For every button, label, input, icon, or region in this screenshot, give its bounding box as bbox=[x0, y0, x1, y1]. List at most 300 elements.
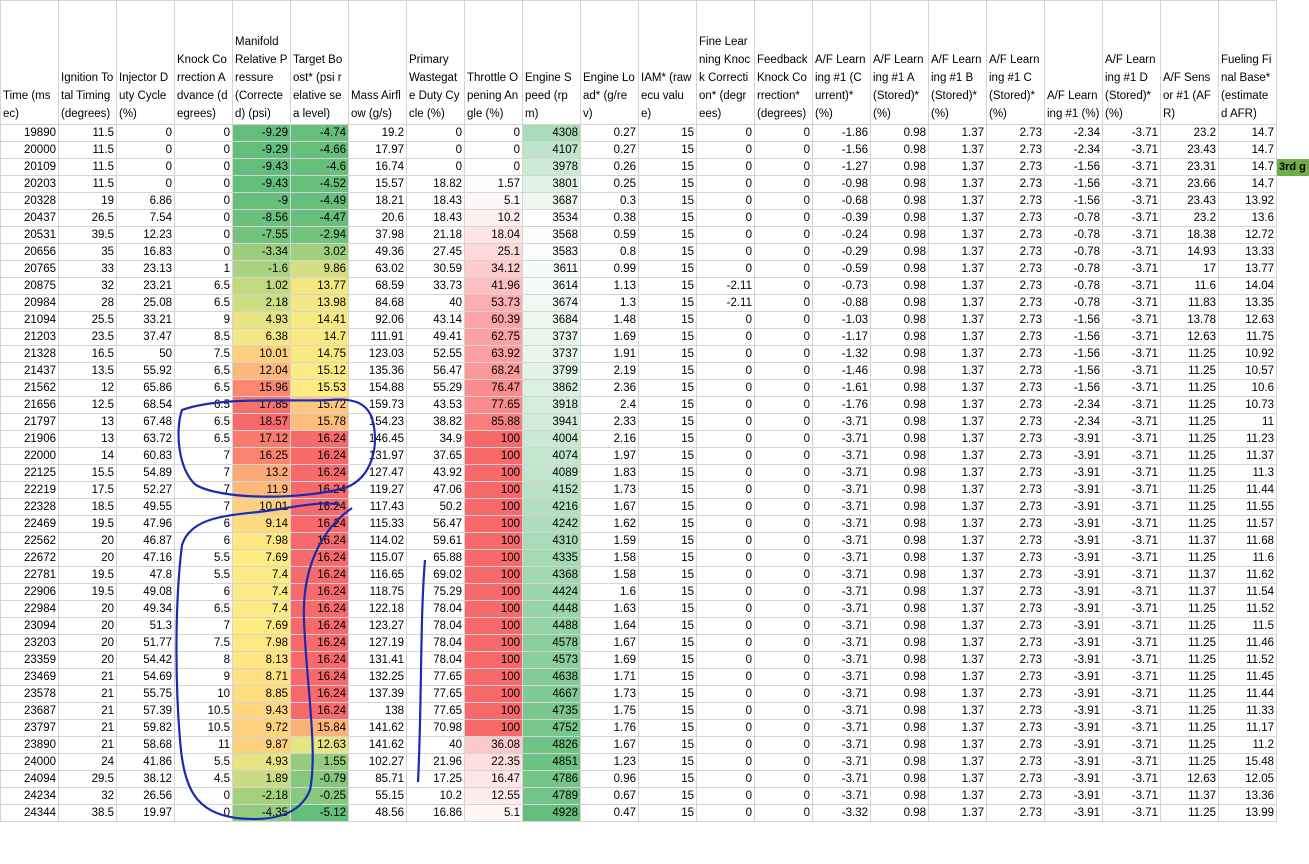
table-cell[interactable]: 0 bbox=[755, 635, 813, 652]
table-cell[interactable]: 13.77 bbox=[291, 278, 349, 295]
table-cell[interactable]: -3.91 bbox=[1045, 618, 1103, 635]
table-cell[interactable]: 4851 bbox=[523, 754, 581, 771]
table-cell[interactable]: 115.07 bbox=[349, 550, 407, 567]
table-cell[interactable]: 55.29 bbox=[407, 380, 465, 397]
table-cell[interactable]: 55.15 bbox=[349, 788, 407, 805]
table-cell[interactable]: 4786 bbox=[523, 771, 581, 788]
table-cell[interactable]: 15 bbox=[639, 329, 697, 346]
table-cell[interactable]: 4789 bbox=[523, 788, 581, 805]
table-cell[interactable]: -3.71 bbox=[1103, 499, 1161, 516]
table-cell[interactable]: -9 bbox=[233, 193, 291, 210]
table-cell[interactable]: 67.48 bbox=[117, 414, 175, 431]
table-cell[interactable]: 7.5 bbox=[175, 635, 233, 652]
table-cell[interactable]: -3.71 bbox=[813, 516, 871, 533]
table-cell[interactable]: -3.71 bbox=[1103, 788, 1161, 805]
table-cell[interactable]: 16.24 bbox=[291, 448, 349, 465]
table-cell[interactable]: 13.77 bbox=[1219, 261, 1277, 278]
table-cell[interactable]: 1.37 bbox=[929, 618, 987, 635]
table-cell[interactable]: 4.5 bbox=[175, 771, 233, 788]
table-cell[interactable]: 27.45 bbox=[407, 244, 465, 261]
table-cell[interactable]: 4448 bbox=[523, 601, 581, 618]
table-cell[interactable]: -1.56 bbox=[1045, 193, 1103, 210]
table-cell[interactable]: 15 bbox=[639, 635, 697, 652]
table-cell[interactable]: -3.71 bbox=[1103, 397, 1161, 414]
table-cell[interactable]: -3.91 bbox=[1045, 567, 1103, 584]
table-cell[interactable]: 15 bbox=[639, 261, 697, 278]
table-cell[interactable]: 11.52 bbox=[1219, 652, 1277, 669]
table-cell[interactable]: 0 bbox=[697, 380, 755, 397]
table-cell[interactable]: 11.9 bbox=[233, 482, 291, 499]
table-cell[interactable]: 10.5 bbox=[175, 720, 233, 737]
table-cell[interactable]: 0.98 bbox=[871, 771, 929, 788]
table-cell[interactable]: 1.37 bbox=[929, 567, 987, 584]
table-cell[interactable]: 11.5 bbox=[1219, 618, 1277, 635]
column-header[interactable]: Fueling Final Base* (estimated AFR) bbox=[1219, 1, 1277, 125]
table-cell[interactable]: 0 bbox=[697, 635, 755, 652]
table-cell[interactable]: 15.57 bbox=[349, 176, 407, 193]
table-cell[interactable]: 0 bbox=[755, 771, 813, 788]
table-cell[interactable]: 14.7 bbox=[1219, 142, 1277, 159]
table-cell[interactable]: -3.71 bbox=[813, 482, 871, 499]
table-cell[interactable]: 20203 bbox=[1, 176, 59, 193]
table-cell[interactable]: 1.37 bbox=[929, 720, 987, 737]
table-cell[interactable]: -3.91 bbox=[1045, 686, 1103, 703]
table-cell[interactable]: 15 bbox=[639, 618, 697, 635]
table-cell[interactable]: -0.78 bbox=[1045, 278, 1103, 295]
table-cell[interactable]: 16.24 bbox=[291, 431, 349, 448]
table-cell[interactable]: 11.23 bbox=[1219, 431, 1277, 448]
table-cell[interactable]: 3918 bbox=[523, 397, 581, 414]
table-cell[interactable]: 18.57 bbox=[233, 414, 291, 431]
table-cell[interactable]: 30.59 bbox=[407, 261, 465, 278]
table-cell[interactable]: 22328 bbox=[1, 499, 59, 516]
table-cell[interactable]: 0 bbox=[697, 142, 755, 159]
table-cell[interactable]: 46.87 bbox=[117, 533, 175, 550]
table-cell[interactable]: 28 bbox=[59, 295, 117, 312]
table-cell[interactable]: 0.8 bbox=[581, 244, 639, 261]
table-cell[interactable]: 1.37 bbox=[929, 635, 987, 652]
table-cell[interactable]: 17 bbox=[1161, 261, 1219, 278]
table-cell[interactable]: 131.41 bbox=[349, 652, 407, 669]
table-cell[interactable]: 18.43 bbox=[407, 193, 465, 210]
table-cell[interactable]: 0 bbox=[697, 788, 755, 805]
table-cell[interactable]: -0.78 bbox=[1045, 210, 1103, 227]
table-cell[interactable]: -1.27 bbox=[813, 159, 871, 176]
table-cell[interactable]: -3.91 bbox=[1045, 601, 1103, 618]
table-cell[interactable]: 9.72 bbox=[233, 720, 291, 737]
table-cell[interactable]: 7.4 bbox=[233, 567, 291, 584]
table-cell[interactable]: 40 bbox=[407, 737, 465, 754]
table-cell[interactable]: 11.5 bbox=[59, 176, 117, 193]
table-cell[interactable]: 13.33 bbox=[1219, 244, 1277, 261]
table-cell[interactable]: 2.73 bbox=[987, 125, 1045, 142]
table-cell[interactable]: -3.71 bbox=[1103, 720, 1161, 737]
column-header[interactable]: Feedback Knock Correction* (degrees) bbox=[755, 1, 813, 125]
table-cell[interactable]: 49.41 bbox=[407, 329, 465, 346]
table-cell[interactable]: 60.83 bbox=[117, 448, 175, 465]
table-cell[interactable]: -3.91 bbox=[1045, 550, 1103, 567]
table-cell[interactable]: 7.69 bbox=[233, 618, 291, 635]
table-cell[interactable]: -3.91 bbox=[1045, 652, 1103, 669]
table-cell[interactable]: 14.7 bbox=[1219, 176, 1277, 193]
table-cell[interactable]: 17.97 bbox=[349, 142, 407, 159]
table-cell[interactable]: 9.87 bbox=[233, 737, 291, 754]
table-cell[interactable]: 15 bbox=[639, 516, 697, 533]
table-cell[interactable]: 26.56 bbox=[117, 788, 175, 805]
table-cell[interactable]: 0.98 bbox=[871, 465, 929, 482]
table-cell[interactable]: 0.59 bbox=[581, 227, 639, 244]
table-cell[interactable]: -1.56 bbox=[1045, 380, 1103, 397]
table-cell[interactable]: 135.36 bbox=[349, 363, 407, 380]
table-cell[interactable]: 9.43 bbox=[233, 703, 291, 720]
table-cell[interactable]: 24234 bbox=[1, 788, 59, 805]
table-cell[interactable]: 131.97 bbox=[349, 448, 407, 465]
table-cell[interactable]: 15 bbox=[639, 720, 697, 737]
table-cell[interactable]: 13 bbox=[59, 414, 117, 431]
table-cell[interactable]: 13.36 bbox=[1219, 788, 1277, 805]
table-cell[interactable]: -8.56 bbox=[233, 210, 291, 227]
table-cell[interactable]: 22219 bbox=[1, 482, 59, 499]
table-cell[interactable]: 1.89 bbox=[233, 771, 291, 788]
table-cell[interactable]: 11.5 bbox=[59, 125, 117, 142]
table-cell[interactable]: 54.42 bbox=[117, 652, 175, 669]
table-cell[interactable]: 11.3 bbox=[1219, 465, 1277, 482]
table-cell[interactable]: 0 bbox=[755, 754, 813, 771]
table-cell[interactable]: 16.24 bbox=[291, 516, 349, 533]
table-cell[interactable]: 50 bbox=[117, 346, 175, 363]
table-cell[interactable]: 43.14 bbox=[407, 312, 465, 329]
table-cell[interactable]: 1.37 bbox=[929, 193, 987, 210]
table-cell[interactable]: 111.91 bbox=[349, 329, 407, 346]
table-cell[interactable]: 0 bbox=[697, 601, 755, 618]
table-cell[interactable]: 4578 bbox=[523, 635, 581, 652]
table-cell[interactable]: 20531 bbox=[1, 227, 59, 244]
table-cell[interactable]: 2.73 bbox=[987, 227, 1045, 244]
table-cell[interactable]: 123.03 bbox=[349, 346, 407, 363]
table-cell[interactable]: 9 bbox=[175, 312, 233, 329]
table-cell[interactable]: -9.43 bbox=[233, 159, 291, 176]
table-cell[interactable]: 12.5 bbox=[59, 397, 117, 414]
table-cell[interactable]: 6.5 bbox=[175, 397, 233, 414]
table-cell[interactable]: 13.78 bbox=[1161, 312, 1219, 329]
table-cell[interactable]: 0.98 bbox=[871, 414, 929, 431]
table-cell[interactable]: 16.24 bbox=[291, 550, 349, 567]
table-cell[interactable]: 118.75 bbox=[349, 584, 407, 601]
table-cell[interactable]: 1.37 bbox=[929, 482, 987, 499]
table-cell[interactable]: 20 bbox=[59, 618, 117, 635]
table-cell[interactable]: 58.68 bbox=[117, 737, 175, 754]
table-cell[interactable]: 2.16 bbox=[581, 431, 639, 448]
table-cell[interactable]: 15 bbox=[639, 533, 697, 550]
table-cell[interactable]: 15.53 bbox=[291, 380, 349, 397]
table-cell[interactable]: 0 bbox=[175, 176, 233, 193]
table-cell[interactable]: 2.73 bbox=[987, 550, 1045, 567]
table-cell[interactable]: 11.57 bbox=[1219, 516, 1277, 533]
table-cell[interactable]: -3.71 bbox=[1103, 703, 1161, 720]
table-cell[interactable]: 2.73 bbox=[987, 516, 1045, 533]
table-cell[interactable]: 2.73 bbox=[987, 686, 1045, 703]
table-cell[interactable]: 2.73 bbox=[987, 567, 1045, 584]
table-cell[interactable]: -3.34 bbox=[233, 244, 291, 261]
table-cell[interactable]: 11.52 bbox=[1219, 601, 1277, 618]
column-header[interactable]: A/F Learning #1 (Current)* (%) bbox=[813, 1, 871, 125]
table-cell[interactable]: 1.67 bbox=[581, 737, 639, 754]
table-cell[interactable]: 0.98 bbox=[871, 516, 929, 533]
table-cell[interactable]: 85.71 bbox=[349, 771, 407, 788]
table-cell[interactable]: 11.2 bbox=[1219, 737, 1277, 754]
table-cell[interactable]: 12 bbox=[59, 380, 117, 397]
column-header[interactable]: Engine Load* (g/rev) bbox=[581, 1, 639, 125]
table-cell[interactable]: -0.25 bbox=[291, 788, 349, 805]
table-cell[interactable]: 15 bbox=[639, 805, 697, 822]
table-cell[interactable]: 11.37 bbox=[1161, 533, 1219, 550]
table-cell[interactable]: 0 bbox=[697, 805, 755, 822]
table-cell[interactable]: -1.76 bbox=[813, 397, 871, 414]
table-cell[interactable]: 0.25 bbox=[581, 176, 639, 193]
table-cell[interactable]: 19890 bbox=[1, 125, 59, 142]
table-cell[interactable]: 11.17 bbox=[1219, 720, 1277, 737]
table-cell[interactable]: 11.25 bbox=[1161, 465, 1219, 482]
table-cell[interactable]: 11.44 bbox=[1219, 482, 1277, 499]
table-cell[interactable]: 6 bbox=[175, 584, 233, 601]
table-cell[interactable]: 26.5 bbox=[59, 210, 117, 227]
table-cell[interactable]: 20 bbox=[59, 601, 117, 618]
table-cell[interactable]: 2.73 bbox=[987, 533, 1045, 550]
table-cell[interactable]: 100 bbox=[465, 584, 523, 601]
table-cell[interactable]: 22469 bbox=[1, 516, 59, 533]
table-cell[interactable]: 1.37 bbox=[929, 771, 987, 788]
table-cell[interactable]: 6.5 bbox=[175, 295, 233, 312]
table-cell[interactable]: 2.73 bbox=[987, 176, 1045, 193]
table-cell[interactable]: -2.11 bbox=[697, 278, 755, 295]
table-cell[interactable]: 1.37 bbox=[929, 397, 987, 414]
table-cell[interactable]: 0.98 bbox=[871, 618, 929, 635]
table-cell[interactable]: 77.65 bbox=[407, 686, 465, 703]
table-cell[interactable]: 1.37 bbox=[929, 516, 987, 533]
table-cell[interactable]: 23.2 bbox=[1161, 210, 1219, 227]
table-cell[interactable]: 18.38 bbox=[1161, 227, 1219, 244]
table-cell[interactable]: 6.5 bbox=[175, 363, 233, 380]
table-cell[interactable]: 4216 bbox=[523, 499, 581, 516]
table-cell[interactable]: 21203 bbox=[1, 329, 59, 346]
table-cell[interactable]: 5.1 bbox=[465, 193, 523, 210]
table-cell[interactable]: 7 bbox=[175, 482, 233, 499]
table-cell[interactable]: 13.5 bbox=[59, 363, 117, 380]
table-cell[interactable]: 1.91 bbox=[581, 346, 639, 363]
table-cell[interactable]: 1.37 bbox=[929, 601, 987, 618]
table-cell[interactable]: 41.96 bbox=[465, 278, 523, 295]
table-cell[interactable]: -3.71 bbox=[1103, 278, 1161, 295]
table-cell[interactable]: 47.16 bbox=[117, 550, 175, 567]
table-cell[interactable]: -0.78 bbox=[1045, 261, 1103, 278]
table-cell[interactable]: 20 bbox=[59, 533, 117, 550]
table-cell[interactable]: 1.37 bbox=[929, 788, 987, 805]
table-cell[interactable]: 0.27 bbox=[581, 125, 639, 142]
table-cell[interactable]: -2.94 bbox=[291, 227, 349, 244]
table-cell[interactable]: -3.71 bbox=[1103, 159, 1161, 176]
table-cell[interactable]: 10.01 bbox=[233, 346, 291, 363]
table-cell[interactable]: 16.24 bbox=[291, 635, 349, 652]
table-cell[interactable]: 11.37 bbox=[1161, 788, 1219, 805]
table-cell[interactable]: 0.98 bbox=[871, 142, 929, 159]
table-cell[interactable]: 0 bbox=[175, 788, 233, 805]
table-cell[interactable]: 15 bbox=[639, 771, 697, 788]
table-cell[interactable]: -1.56 bbox=[813, 142, 871, 159]
table-cell[interactable]: 5.5 bbox=[175, 550, 233, 567]
table-cell[interactable]: 11.25 bbox=[1161, 737, 1219, 754]
table-cell[interactable]: 47.96 bbox=[117, 516, 175, 533]
table-cell[interactable]: 21656 bbox=[1, 397, 59, 414]
table-cell[interactable]: 2.73 bbox=[987, 193, 1045, 210]
table-cell[interactable]: 4638 bbox=[523, 669, 581, 686]
table-cell[interactable]: -3.71 bbox=[1103, 261, 1161, 278]
table-cell[interactable]: 15 bbox=[639, 601, 697, 618]
table-cell[interactable]: 15 bbox=[639, 431, 697, 448]
table-cell[interactable]: 15 bbox=[639, 227, 697, 244]
table-cell[interactable]: 2.73 bbox=[987, 159, 1045, 176]
table-cell[interactable]: 0 bbox=[755, 567, 813, 584]
table-cell[interactable]: 3568 bbox=[523, 227, 581, 244]
table-cell[interactable]: 1 bbox=[175, 261, 233, 278]
table-cell[interactable]: 0 bbox=[755, 176, 813, 193]
table-cell[interactable]: 15 bbox=[639, 788, 697, 805]
table-cell[interactable]: -1.56 bbox=[1045, 312, 1103, 329]
table-cell[interactable]: 16.24 bbox=[291, 465, 349, 482]
table-cell[interactable]: 1.37 bbox=[929, 584, 987, 601]
table-cell[interactable]: -3.71 bbox=[1103, 227, 1161, 244]
table-cell[interactable]: 15.72 bbox=[291, 397, 349, 414]
table-cell[interactable]: -3.91 bbox=[1045, 533, 1103, 550]
table-cell[interactable]: 0.98 bbox=[871, 329, 929, 346]
table-cell[interactable]: 18.43 bbox=[407, 210, 465, 227]
table-cell[interactable]: 23578 bbox=[1, 686, 59, 703]
table-cell[interactable]: 7 bbox=[175, 448, 233, 465]
table-cell[interactable]: 15 bbox=[639, 669, 697, 686]
table-cell[interactable]: 13.98 bbox=[291, 295, 349, 312]
table-cell[interactable]: 36.08 bbox=[465, 737, 523, 754]
table-cell[interactable]: 0.98 bbox=[871, 652, 929, 669]
side-tag-cell[interactable]: 3rd g bbox=[1277, 159, 1309, 176]
table-cell[interactable]: 0.98 bbox=[871, 686, 929, 703]
table-cell[interactable]: -3.32 bbox=[813, 805, 871, 822]
table-cell[interactable]: 2.73 bbox=[987, 329, 1045, 346]
table-cell[interactable]: 2.73 bbox=[987, 261, 1045, 278]
table-cell[interactable]: 11.44 bbox=[1219, 686, 1277, 703]
table-cell[interactable]: -3.71 bbox=[813, 618, 871, 635]
column-header[interactable]: A/F Learning #1 A (Stored)* (%) bbox=[871, 1, 929, 125]
table-cell[interactable]: 0 bbox=[697, 244, 755, 261]
table-cell[interactable]: 0.98 bbox=[871, 584, 929, 601]
table-cell[interactable]: 18.21 bbox=[349, 193, 407, 210]
table-cell[interactable]: -3.71 bbox=[813, 584, 871, 601]
table-cell[interactable]: 0 bbox=[407, 125, 465, 142]
table-cell[interactable]: 0 bbox=[755, 584, 813, 601]
table-cell[interactable]: 11.68 bbox=[1219, 533, 1277, 550]
table-cell[interactable]: 0 bbox=[407, 142, 465, 159]
table-cell[interactable]: 6.5 bbox=[175, 414, 233, 431]
table-cell[interactable]: 15 bbox=[639, 414, 697, 431]
table-cell[interactable]: 0 bbox=[697, 720, 755, 737]
table-cell[interactable]: 21.18 bbox=[407, 227, 465, 244]
table-cell[interactable]: 63.92 bbox=[465, 346, 523, 363]
table-cell[interactable]: 1.71 bbox=[581, 669, 639, 686]
table-cell[interactable]: 49.55 bbox=[117, 499, 175, 516]
table-cell[interactable]: 119.27 bbox=[349, 482, 407, 499]
table-cell[interactable]: -3.91 bbox=[1045, 584, 1103, 601]
table-cell[interactable]: 15.5 bbox=[59, 465, 117, 482]
table-cell[interactable]: 2.73 bbox=[987, 788, 1045, 805]
column-header[interactable]: Time (msec) bbox=[1, 1, 59, 125]
table-cell[interactable]: -0.78 bbox=[1045, 227, 1103, 244]
table-cell[interactable]: 0.99 bbox=[581, 261, 639, 278]
table-cell[interactable]: 1.37 bbox=[929, 346, 987, 363]
table-cell[interactable]: 10.6 bbox=[1219, 380, 1277, 397]
table-cell[interactable]: 13.35 bbox=[1219, 295, 1277, 312]
table-cell[interactable]: 0 bbox=[697, 703, 755, 720]
table-cell[interactable]: 21.96 bbox=[407, 754, 465, 771]
table-cell[interactable]: 22781 bbox=[1, 567, 59, 584]
table-cell[interactable]: 1.97 bbox=[581, 448, 639, 465]
table-cell[interactable]: -4.66 bbox=[291, 142, 349, 159]
table-cell[interactable]: 11.45 bbox=[1219, 669, 1277, 686]
table-cell[interactable]: 68.24 bbox=[465, 363, 523, 380]
table-cell[interactable]: 4488 bbox=[523, 618, 581, 635]
table-cell[interactable]: 0.98 bbox=[871, 669, 929, 686]
table-cell[interactable]: -2.11 bbox=[697, 295, 755, 312]
table-cell[interactable]: 7.98 bbox=[233, 635, 291, 652]
table-cell[interactable]: 63.02 bbox=[349, 261, 407, 278]
table-cell[interactable]: 15.12 bbox=[291, 363, 349, 380]
table-cell[interactable]: 146.45 bbox=[349, 431, 407, 448]
column-header[interactable]: A/F Learning #1 B (Stored)* (%) bbox=[929, 1, 987, 125]
table-cell[interactable]: 41.86 bbox=[117, 754, 175, 771]
table-cell[interactable]: 123.27 bbox=[349, 618, 407, 635]
table-cell[interactable]: 0 bbox=[117, 125, 175, 142]
table-cell[interactable]: 13.99 bbox=[1219, 805, 1277, 822]
table-cell[interactable]: 100 bbox=[465, 618, 523, 635]
table-cell[interactable]: 2.73 bbox=[987, 465, 1045, 482]
table-cell[interactable]: 100 bbox=[465, 720, 523, 737]
table-cell[interactable]: 10.92 bbox=[1219, 346, 1277, 363]
table-cell[interactable]: 1.37 bbox=[929, 125, 987, 142]
table-cell[interactable]: 65.86 bbox=[117, 380, 175, 397]
table-cell[interactable]: 1.59 bbox=[581, 533, 639, 550]
table-cell[interactable]: 17.12 bbox=[233, 431, 291, 448]
table-cell[interactable]: 20.6 bbox=[349, 210, 407, 227]
table-cell[interactable]: 100 bbox=[465, 516, 523, 533]
table-cell[interactable]: 60.39 bbox=[465, 312, 523, 329]
table-cell[interactable]: 0 bbox=[755, 618, 813, 635]
table-cell[interactable]: -3.91 bbox=[1045, 465, 1103, 482]
table-cell[interactable]: -3.71 bbox=[813, 771, 871, 788]
table-cell[interactable]: 20765 bbox=[1, 261, 59, 278]
table-cell[interactable]: 14.41 bbox=[291, 312, 349, 329]
table-cell[interactable]: 0 bbox=[755, 295, 813, 312]
table-cell[interactable]: 21562 bbox=[1, 380, 59, 397]
table-cell[interactable]: 0 bbox=[175, 244, 233, 261]
table-cell[interactable]: 12.63 bbox=[1161, 329, 1219, 346]
table-cell[interactable]: -1.56 bbox=[1045, 159, 1103, 176]
table-cell[interactable]: 33.73 bbox=[407, 278, 465, 295]
table-cell[interactable]: 0.3 bbox=[581, 193, 639, 210]
table-cell[interactable]: 2.73 bbox=[987, 669, 1045, 686]
table-cell[interactable]: -3.71 bbox=[1103, 465, 1161, 482]
table-cell[interactable]: 0.98 bbox=[871, 176, 929, 193]
table-cell[interactable]: 20 bbox=[59, 652, 117, 669]
table-cell[interactable]: 127.19 bbox=[349, 635, 407, 652]
table-cell[interactable]: -2.34 bbox=[1045, 397, 1103, 414]
table-cell[interactable]: 19 bbox=[59, 193, 117, 210]
